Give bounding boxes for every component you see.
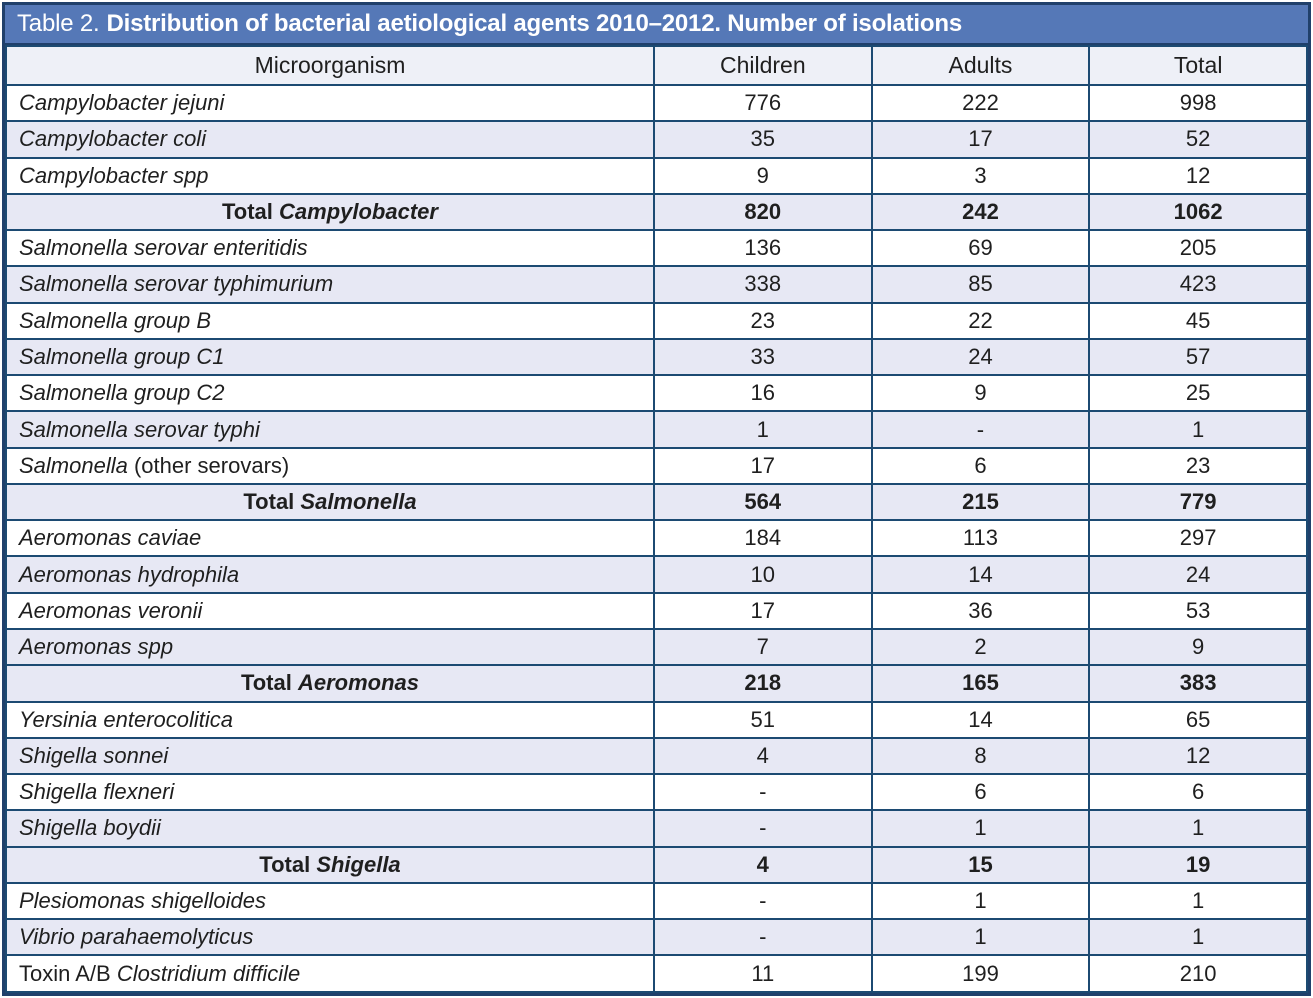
table-row xyxy=(6,520,1307,556)
children-value-cell: 4 xyxy=(654,847,872,883)
microorganism-cell xyxy=(6,629,654,665)
adults-value-cell: 17 xyxy=(872,121,1090,157)
table-number: Table 2. xyxy=(17,10,100,37)
table-row xyxy=(6,121,1307,157)
microorganism-cell xyxy=(6,665,654,701)
total-value-cell: 24 xyxy=(1089,556,1307,592)
total-value-cell: 1062 xyxy=(1089,194,1307,230)
adults-value-cell: 242 xyxy=(872,194,1090,230)
table-title: Distribution of bacterial aetiological agents 2010–2012. Number of isolations xyxy=(106,10,962,37)
total-row xyxy=(6,665,1307,701)
children-value-cell: 7 xyxy=(654,629,872,665)
adults-value-cell: 24 xyxy=(872,339,1090,375)
species-name-text: Salmonella group C2 xyxy=(19,380,225,406)
species-name-text: Aeromonas hydrophila xyxy=(19,561,240,587)
species-name-text: Vibrio parahaemolyticus xyxy=(19,924,254,950)
species-name-text: Clostridium difficile xyxy=(116,960,301,986)
adults-value-cell: 14 xyxy=(872,702,1090,738)
microorganism-cell xyxy=(6,85,654,121)
plain-name-text: (other serovars) xyxy=(127,452,290,478)
adults-value-cell: 215 xyxy=(872,484,1090,520)
microorganism-cell xyxy=(6,339,654,375)
table-row xyxy=(6,266,1307,302)
microorganism-cell xyxy=(6,883,654,919)
species-name-text: Yersinia enterocolitica xyxy=(19,706,234,732)
children-value-cell: 564 xyxy=(654,484,872,520)
species-name-text: Plesiomonas shigelloides xyxy=(19,887,267,913)
microorganism-cell xyxy=(6,121,654,157)
species-name-text: Aeromonas veronii xyxy=(19,597,203,623)
microorganism-cell xyxy=(6,774,654,810)
species-name-text: Shigella xyxy=(316,851,401,877)
children-value-cell: 23 xyxy=(654,303,872,339)
adults-value-cell: 222 xyxy=(872,85,1090,121)
microorganism-cell xyxy=(6,702,654,738)
species-name-text: Shigella sonnei xyxy=(19,742,169,768)
microorganism-cell xyxy=(6,194,654,230)
table-row xyxy=(6,448,1307,484)
children-value-cell: 51 xyxy=(654,702,872,738)
children-value-cell: 4 xyxy=(654,738,872,774)
children-value-cell: 11 xyxy=(654,955,872,992)
children-value-cell: 33 xyxy=(654,339,872,375)
total-value-cell: 6 xyxy=(1089,774,1307,810)
table-row xyxy=(6,810,1307,846)
microorganism-cell xyxy=(6,411,654,447)
children-value-cell: - xyxy=(654,919,872,955)
species-name-text: Aeromonas spp xyxy=(19,634,174,660)
column-header-microorganism: Microorganism xyxy=(6,46,654,85)
species-name-text: Campylobacter xyxy=(279,198,438,224)
species-name-text: Salmonella serovar typhimurium xyxy=(19,271,334,297)
table-title-bar xyxy=(5,5,1308,45)
children-value-cell: 338 xyxy=(654,266,872,302)
adults-value-cell: 3 xyxy=(872,158,1090,194)
table-row xyxy=(6,738,1307,774)
microorganism-cell xyxy=(6,230,654,266)
species-name-text: Salmonella serovar typhi xyxy=(19,416,260,442)
column-header-children: Children xyxy=(654,46,872,85)
total-value-cell: 25 xyxy=(1089,375,1307,411)
children-value-cell: 17 xyxy=(654,593,872,629)
total-value-cell: 23 xyxy=(1089,448,1307,484)
total-value-cell: 19 xyxy=(1089,847,1307,883)
plain-name-text: Total xyxy=(221,198,280,224)
children-value-cell: - xyxy=(654,883,872,919)
table-row xyxy=(6,339,1307,375)
children-value-cell: - xyxy=(654,774,872,810)
table-row xyxy=(6,919,1307,955)
total-value-cell: 53 xyxy=(1089,593,1307,629)
total-value-cell: 57 xyxy=(1089,339,1307,375)
total-value-cell: 423 xyxy=(1089,266,1307,302)
adults-value-cell: 36 xyxy=(872,593,1090,629)
table-row xyxy=(6,85,1307,121)
adults-value-cell: 165 xyxy=(872,665,1090,701)
microorganism-cell xyxy=(6,520,654,556)
children-value-cell: 35 xyxy=(654,121,872,157)
table-row xyxy=(6,629,1307,665)
table-header xyxy=(6,46,1307,85)
table-outer-border xyxy=(2,2,1311,996)
species-name-text: Salmonella xyxy=(19,452,128,478)
adults-value-cell: 113 xyxy=(872,520,1090,556)
microorganism-cell xyxy=(6,955,654,992)
species-name-text: Shigella flexneri xyxy=(19,779,175,805)
species-name-text: Campylobacter jejuni xyxy=(19,90,225,116)
total-value-cell: 1 xyxy=(1089,810,1307,846)
table-row xyxy=(6,883,1307,919)
children-value-cell: 820 xyxy=(654,194,872,230)
table-row xyxy=(6,774,1307,810)
microorganism-cell xyxy=(6,484,654,520)
microorganism-cell xyxy=(6,593,654,629)
total-value-cell: 12 xyxy=(1089,158,1307,194)
adults-value-cell: 1 xyxy=(872,919,1090,955)
plain-name-text: Total xyxy=(259,851,317,877)
adults-value-cell: 9 xyxy=(872,375,1090,411)
adults-value-cell: 199 xyxy=(872,955,1090,992)
plain-name-text: Total xyxy=(243,489,301,515)
total-row xyxy=(6,847,1307,883)
total-value-cell: 1 xyxy=(1089,883,1307,919)
children-value-cell: 776 xyxy=(654,85,872,121)
microorganism-cell xyxy=(6,556,654,592)
adults-value-cell: 15 xyxy=(872,847,1090,883)
children-value-cell: 9 xyxy=(654,158,872,194)
microorganism-cell xyxy=(6,448,654,484)
total-row xyxy=(6,194,1307,230)
adults-value-cell: 8 xyxy=(872,738,1090,774)
plain-name-text: Total xyxy=(240,670,298,696)
table-body xyxy=(6,85,1307,992)
adults-value-cell: 1 xyxy=(872,810,1090,846)
total-value-cell: 205 xyxy=(1089,230,1307,266)
table-row xyxy=(6,702,1307,738)
children-value-cell: 136 xyxy=(654,230,872,266)
microorganism-cell xyxy=(6,158,654,194)
header-row xyxy=(6,46,1307,85)
table-row xyxy=(6,955,1307,992)
table-row xyxy=(6,303,1307,339)
total-value-cell: 297 xyxy=(1089,520,1307,556)
total-value-cell: 210 xyxy=(1089,955,1307,992)
species-name-text: Aeromonas caviae xyxy=(19,525,202,551)
microorganism-cell xyxy=(6,303,654,339)
table-row xyxy=(6,158,1307,194)
total-value-cell: 1 xyxy=(1089,411,1307,447)
children-value-cell: 1 xyxy=(654,411,872,447)
column-header-adults: Adults xyxy=(872,46,1090,85)
total-value-cell: 45 xyxy=(1089,303,1307,339)
microorganism-cell xyxy=(6,738,654,774)
microorganism-cell xyxy=(6,810,654,846)
species-name-text: Salmonella group B xyxy=(19,307,212,333)
column-header-total: Total xyxy=(1089,46,1307,85)
total-value-cell: 52 xyxy=(1089,121,1307,157)
total-value-cell: 65 xyxy=(1089,702,1307,738)
table-row xyxy=(6,556,1307,592)
total-value-cell: 998 xyxy=(1089,85,1307,121)
microorganism-cell xyxy=(6,266,654,302)
children-value-cell: 17 xyxy=(654,448,872,484)
species-name-text: Salmonella xyxy=(300,489,417,515)
total-value-cell: 779 xyxy=(1089,484,1307,520)
isolations-table xyxy=(5,45,1308,993)
total-value-cell: 9 xyxy=(1089,629,1307,665)
adults-value-cell: 6 xyxy=(872,448,1090,484)
species-name-text: Salmonella serovar enteritidis xyxy=(19,235,308,261)
species-name-text: Salmonella group C1 xyxy=(19,343,225,369)
adults-value-cell: 14 xyxy=(872,556,1090,592)
children-value-cell: - xyxy=(654,810,872,846)
table-row xyxy=(6,593,1307,629)
species-name-text: Campylobacter coli xyxy=(19,126,207,152)
adults-value-cell: 6 xyxy=(872,774,1090,810)
total-value-cell: 383 xyxy=(1089,665,1307,701)
microorganism-cell xyxy=(6,847,654,883)
children-value-cell: 184 xyxy=(654,520,872,556)
total-value-cell: 1 xyxy=(1089,919,1307,955)
species-name-text: Aeromonas xyxy=(297,670,420,696)
adults-value-cell: 1 xyxy=(872,883,1090,919)
table-row xyxy=(6,375,1307,411)
adults-value-cell: 85 xyxy=(872,266,1090,302)
microorganism-cell xyxy=(6,375,654,411)
plain-name-text: Toxin A/B xyxy=(19,960,117,986)
children-value-cell: 218 xyxy=(654,665,872,701)
children-value-cell: 16 xyxy=(654,375,872,411)
children-value-cell: 10 xyxy=(654,556,872,592)
total-value-cell: 12 xyxy=(1089,738,1307,774)
species-name-text: Shigella boydii xyxy=(19,815,161,841)
adults-value-cell: 22 xyxy=(872,303,1090,339)
table-row xyxy=(6,411,1307,447)
microorganism-cell xyxy=(6,919,654,955)
adults-value-cell: - xyxy=(872,411,1090,447)
species-name-text: Campylobacter spp xyxy=(19,162,209,188)
adults-value-cell: 69 xyxy=(872,230,1090,266)
total-row xyxy=(6,484,1307,520)
adults-value-cell: 2 xyxy=(872,629,1090,665)
table-row xyxy=(6,230,1307,266)
